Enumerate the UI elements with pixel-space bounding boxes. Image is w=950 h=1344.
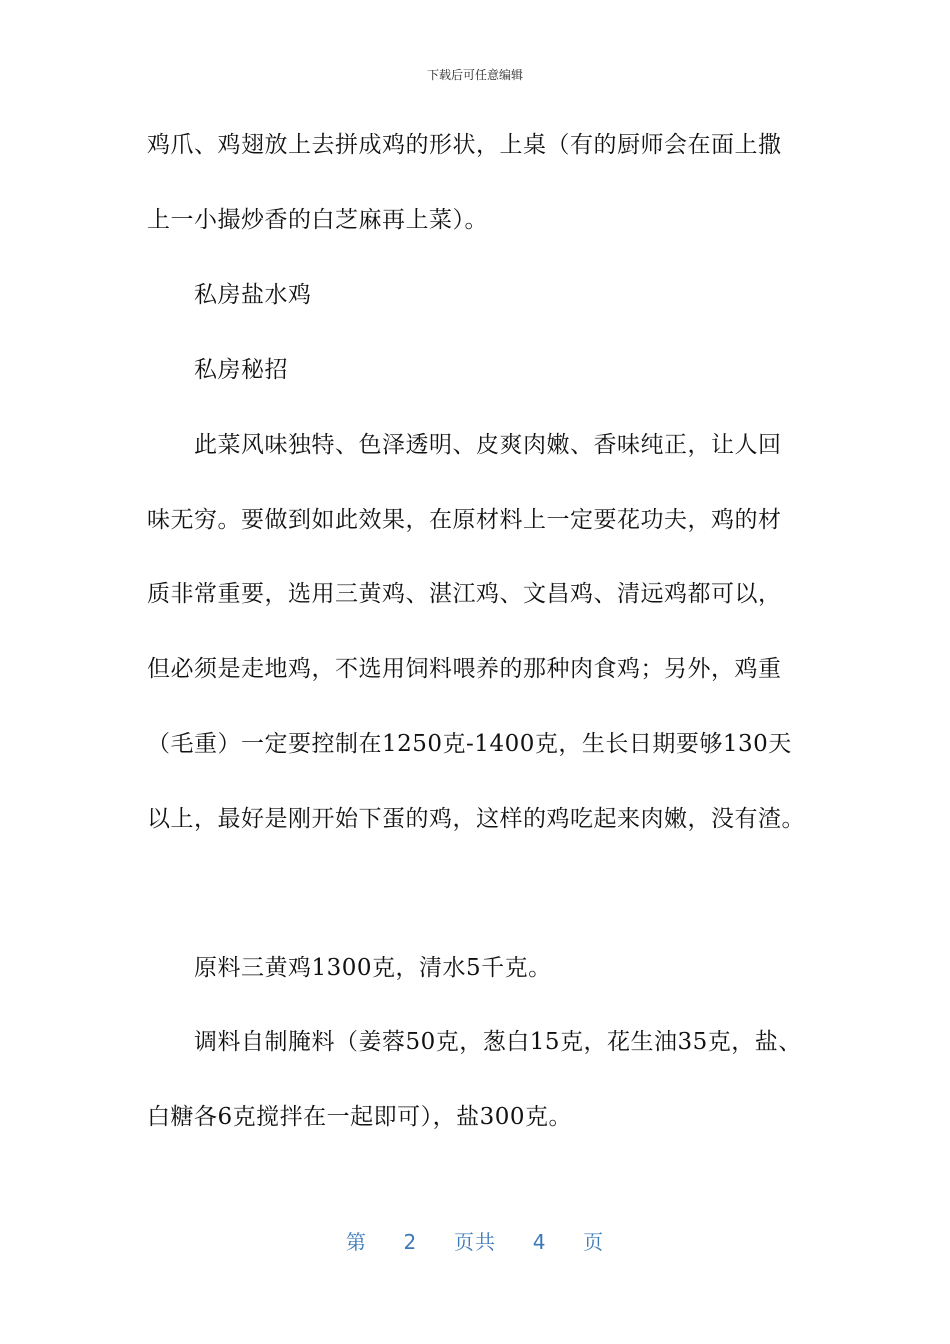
footer-page-number: 2 — [403, 1230, 418, 1254]
footer-middle: 页共 — [454, 1230, 496, 1254]
paragraph-line: 鸡爪、鸡翅放上去拼成鸡的形状，上桌（有的厨师会在面上撒 — [147, 132, 782, 158]
header-note: 下载后可任意编辑 — [426, 68, 523, 82]
footer-prefix: 第 — [345, 1230, 367, 1254]
paragraph-line: 但必须是走地鸡，不选用饲料喂养的那种肉食鸡；另外，鸡重 — [147, 656, 782, 682]
ingredients-line: 原料三黄鸡1300克，清水5千克。 — [194, 955, 552, 981]
paragraph-line: 质非常重要，选用三黄鸡、湛江鸡、文昌鸡、清远鸡都可以， — [147, 581, 782, 607]
footer-suffix: 页 — [583, 1230, 605, 1254]
seasoning-line: 白糖各6克搅拌在一起即可），盐300克。 — [147, 1104, 573, 1130]
paragraph-line: 以上，最好是刚开始下蛋的鸡，这样的鸡吃起来肉嫩，没有渣。 — [147, 806, 805, 832]
section-heading: 私房盐水鸡 — [194, 282, 312, 308]
section-subheading: 私房秘招 — [194, 357, 288, 383]
paragraph-line: （毛重）一定要控制在1250克-1400克，生长日期要够130天 — [147, 731, 792, 757]
paragraph-line: 味无穷。要做到如此效果，在原材料上一定要花功夫，鸡的材 — [147, 507, 782, 533]
seasoning-line: 调料自制腌料（姜蓉50克，葱白15克，花生油35克，盐、 — [194, 1029, 802, 1055]
paragraph-line: 上一小撮炒香的白芝麻再上菜）。 — [147, 207, 488, 233]
footer-total-pages: 4 — [532, 1230, 547, 1254]
page-footer — [0, 1226, 950, 1255]
paragraph-line: 此菜风味独特、色泽透明、皮爽肉嫩、香味纯正，让人回 — [194, 432, 782, 458]
